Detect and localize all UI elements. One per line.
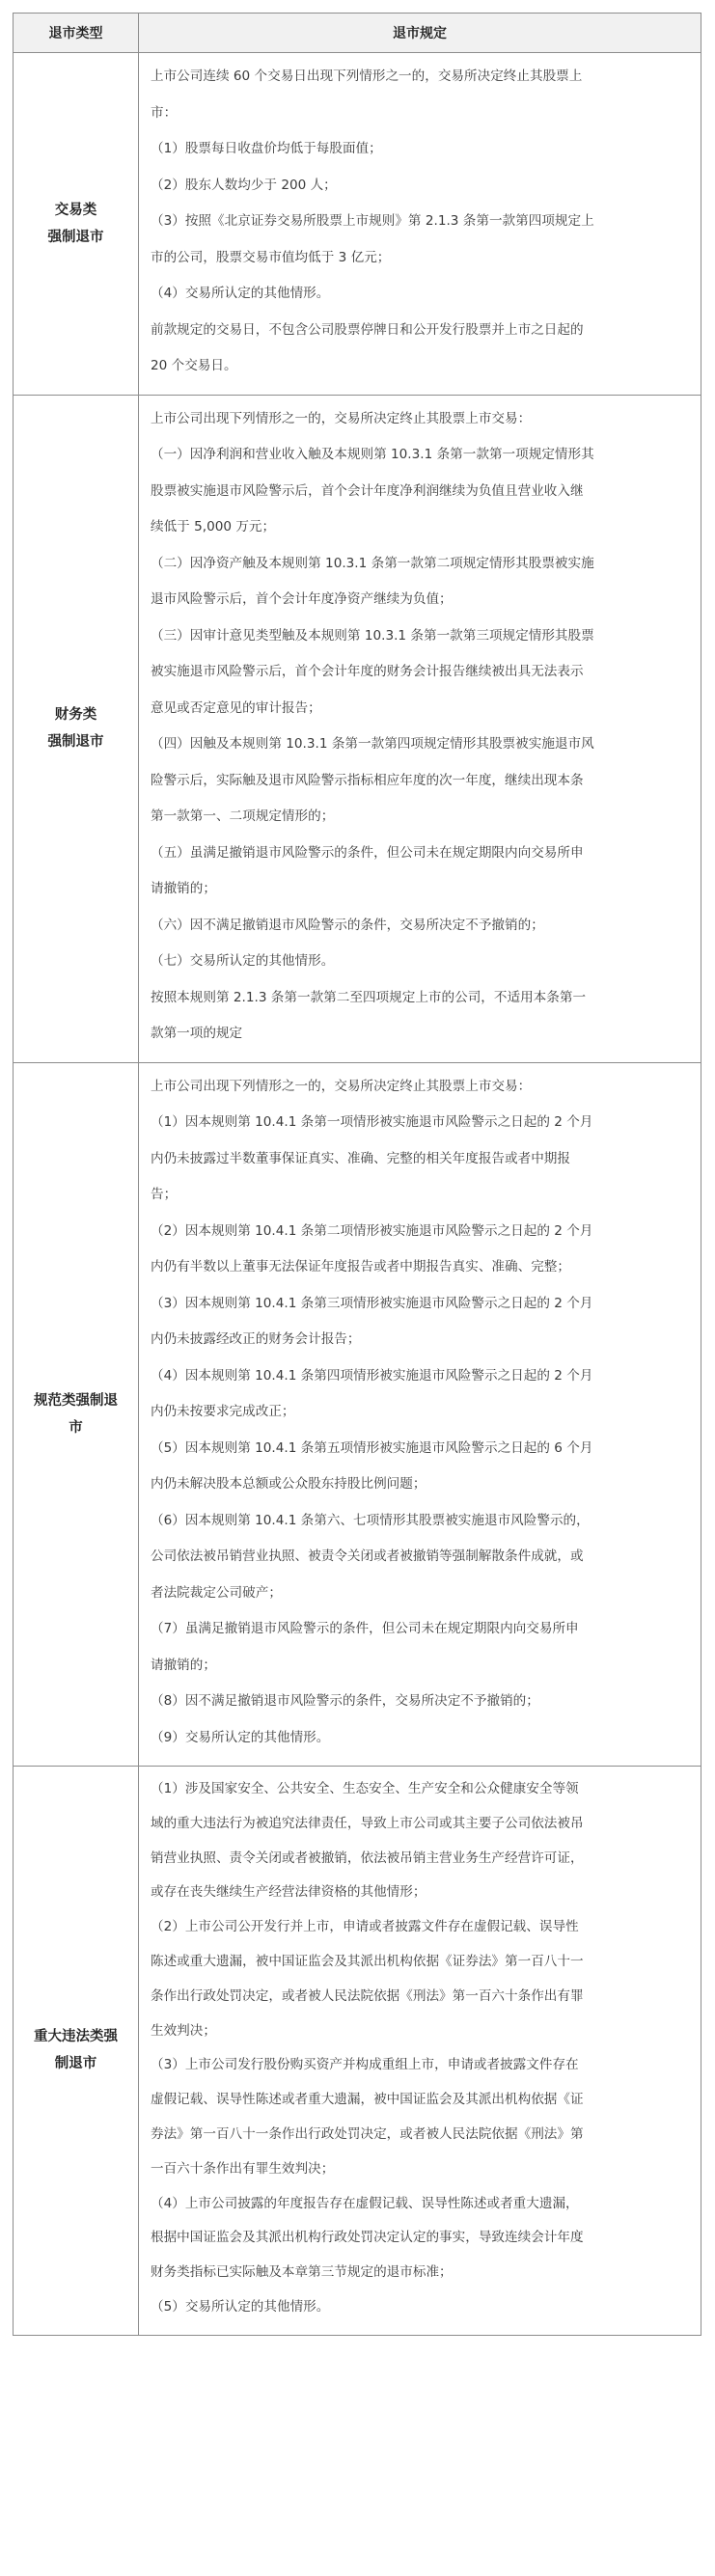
rule-line: 内仍有半数以上董事无法保证年度报告或者中期报告真实、准确、完整； bbox=[151, 1259, 570, 1274]
rule-line: 内仍未解决股本总额或公众股东持股比例问题； bbox=[151, 1476, 426, 1492]
type-label-line: 强制退市 bbox=[47, 734, 104, 750]
rule-line: （一）因净利润和营业收入触及本规则第 10.3.1 条第一款第一项规定情形其 bbox=[151, 447, 594, 462]
rule-line: 或存在丧失继续生产经营法律资格的其他情形； bbox=[151, 1884, 426, 1901]
header-delisting-rules: 退市规定 bbox=[139, 14, 701, 53]
rule-line: （4）因本规则第 10.4.1 条第四项情形被实施退市风险警示之日起的 2 个月 bbox=[151, 1367, 593, 1384]
rule-line: 告； bbox=[151, 1187, 178, 1202]
rule-line: 财务类指标已实际触及本章第三节规定的退市标准； bbox=[151, 2264, 453, 2281]
rules-cell bbox=[139, 395, 701, 1062]
header-delisting-type: 退市类型 bbox=[14, 14, 139, 53]
rule-line: 生效判决； bbox=[151, 2022, 216, 2039]
rule-line: 续低于 5,000 万元； bbox=[151, 519, 276, 534]
table-header-row bbox=[14, 14, 701, 53]
rule-line: 按照本规则第 2.1.3 条第一款第二至四项规定上市的公司，不适用本条第一 bbox=[151, 989, 587, 1005]
rule-line: （六）因不满足撤销退市风险警示的条件，交易所决定不予撤销的； bbox=[151, 917, 544, 933]
rule-line: （2）因本规则第 10.4.1 条第二项情形被实施退市风险警示之日起的 2 个月 bbox=[151, 1222, 593, 1239]
rule-line: （2）股东人数均少于 200 人； bbox=[151, 177, 337, 193]
rule-line: 内仍未披露经改正的财务会计报告； bbox=[151, 1331, 361, 1347]
rule-line: 上市公司出现下列情形之一的，交易所决定终止其股票上市交易： bbox=[151, 410, 532, 426]
rule-line: （五）虽满足撤销退市风险警示的条件，但公司未在规定期限内向交易所申 bbox=[151, 844, 584, 861]
table-row-regulatory-delisting bbox=[14, 1062, 701, 1767]
rule-line: （3）按照《北京证券交易所股票上市规则》第 2.1.3 条第一款第四项规定上 bbox=[151, 213, 594, 229]
rule-line: 销营业执照、责令关闭或者被撤销，依法被吊销主营业务生产经营许可证， bbox=[151, 1850, 584, 1866]
rule-line: （1）涉及国家安全、公共安全、生态安全、生产安全和公众健康安全等领 bbox=[151, 1781, 579, 1796]
rule-line: 意见或否定意见的审计报告； bbox=[151, 699, 321, 716]
rule-line: （4）交易所认定的其他情形。 bbox=[151, 286, 330, 301]
rule-line: 虚假记载、误导性陈述或者重大遗漏，被中国证监会及其派出机构依据《证 bbox=[151, 2092, 584, 2108]
rule-line: 根据中国证监会及其派出机构行政处罚决定认定的事实，导致连续会计年度 bbox=[151, 2230, 584, 2246]
rule-line: 内仍未按要求完成改正； bbox=[151, 1404, 295, 1419]
rule-line: 上市公司连续 60 个交易日出现下列情形之一的，交易所决定终止其股票上 bbox=[151, 69, 583, 84]
rule-line: 险警示后，实际触及退市风险警示指标相应年度的次一年度，继续出现本条 bbox=[151, 772, 584, 788]
rule-line: （七）交易所认定的其他情形。 bbox=[151, 953, 335, 969]
rule-line: 市的公司，股票交易市值均低于 3 亿元； bbox=[151, 249, 391, 265]
rule-line: （7）虽满足撤销退市风险警示的条件，但公司未在规定期限内向交易所申 bbox=[151, 1621, 579, 1636]
rule-line: （2）上市公司公开发行并上市，申请或者披露文件存在虚假记载、误导性 bbox=[151, 1919, 579, 1935]
delisting-type-cell bbox=[14, 1062, 139, 1767]
rule-line: 公司依法被吊销营业执照、被责令关闭或者被撤销等强制解散条件成就，或 bbox=[151, 1548, 584, 1564]
type-label-line: 重大违法类强 bbox=[34, 2029, 118, 2045]
rule-line: （6）因本规则第 10.4.1 条第六、七项情形其股票被实施退市风险警示的， bbox=[151, 1512, 590, 1528]
rule-line: 第一款第一、二项规定情形的； bbox=[151, 808, 335, 824]
rules-cell bbox=[139, 1062, 701, 1767]
rule-line: 款第一项的规定 bbox=[151, 1026, 243, 1041]
rule-line: 被实施退市风险警示后，首个会计年度的财务会计报告继续被出具无法表示 bbox=[151, 664, 584, 679]
type-label-line: 制退市 bbox=[54, 2056, 97, 2072]
rule-line: 股票被实施退市风险警示后，首个会计年度净利润继续为负值且营业收入继 bbox=[151, 482, 584, 499]
rule-line: （5）交易所认定的其他情形。 bbox=[151, 2298, 330, 2315]
rule-line: （三）因审计意见类型触及本规则第 10.3.1 条第一款第三项规定情形其股票 bbox=[151, 627, 594, 644]
rule-line: 券法》第一百八十一条作出行政处罚决定，或者被人民法院依据《刑法》第 bbox=[151, 2125, 584, 2142]
rule-line: 市： bbox=[151, 104, 178, 121]
delisting-type-cell bbox=[14, 1767, 139, 2336]
rules-cell bbox=[139, 1767, 701, 2336]
rule-line: 者法院裁定公司破产； bbox=[151, 1584, 282, 1601]
delisting-type-cell bbox=[14, 53, 139, 396]
rule-line: 内仍未披露过半数董事保证真实、准确、完整的相关年度报告或者中期报 bbox=[151, 1150, 570, 1166]
delisting-rules-table bbox=[13, 13, 701, 2336]
rule-line: 一百六十条作出有罪生效判决； bbox=[151, 2160, 335, 2177]
rule-line: 域的重大违法行为被追究法律责任，导致上市公司或其主要子公司依法被吊 bbox=[151, 1815, 584, 1831]
rule-line: （3）上市公司发行股份购买资产并构成重组上市，申请或者披露文件存在 bbox=[151, 2057, 579, 2073]
rule-line: 请撤销的； bbox=[151, 1657, 216, 1673]
table-row-trading-delisting bbox=[14, 53, 701, 396]
rule-line: （5）因本规则第 10.4.1 条第五项情形被实施退市风险警示之日起的 6 个月 bbox=[151, 1439, 593, 1456]
table-row-major-violation-delisting bbox=[14, 1767, 701, 2336]
rule-line: 上市公司出现下列情形之一的，交易所决定终止其股票上市交易： bbox=[151, 1078, 532, 1094]
rule-line: 退市风险警示后，首个会计年度净资产继续为负值； bbox=[151, 591, 453, 607]
type-label-line: 财务类 bbox=[54, 707, 97, 723]
rule-line: （1）股票每日收盘价均低于每股面值； bbox=[151, 141, 382, 156]
rule-line: （四）因触及本规则第 10.3.1 条第一款第四项规定情形其股票被实施退市风 bbox=[151, 736, 594, 752]
type-label-line: 市 bbox=[69, 1419, 83, 1436]
rule-line: （9）交易所认定的其他情形。 bbox=[151, 1729, 330, 1745]
rule-line: （8）因不满足撤销退市风险警示的条件，交易所决定不予撤销的； bbox=[151, 1693, 539, 1709]
type-label-line: 交易类 bbox=[54, 202, 97, 218]
rule-line: 条作出行政处罚决定，或者被人民法院依据《刑法》第一百六十条作出有罪 bbox=[151, 1987, 584, 2004]
rule-line: 前款规定的交易日，不包含公司股票停牌日和公开发行股票并上市之日起的 bbox=[151, 321, 584, 338]
type-label-line: 强制退市 bbox=[47, 229, 104, 245]
rule-line: 请撤销的； bbox=[151, 881, 216, 896]
rule-line: （二）因净资产触及本规则第 10.3.1 条第一款第二项规定情形其股票被实施 bbox=[151, 555, 594, 571]
rule-line: （3）因本规则第 10.4.1 条第三项情形被实施退市风险警示之日起的 2 个月 bbox=[151, 1295, 593, 1311]
type-label-line: 规范类强制退 bbox=[34, 1392, 118, 1409]
table-row-financial-delisting bbox=[14, 395, 701, 1062]
rule-line: 20 个交易日。 bbox=[151, 358, 237, 373]
rule-line: 陈述或重大遗漏，被中国证监会及其派出机构依据《证券法》第一百八十一 bbox=[151, 1953, 584, 1969]
delisting-type-cell bbox=[14, 395, 139, 1062]
rule-line: （4）上市公司披露的年度报告存在虚假记载、误导性陈述或者重大遗漏， bbox=[151, 2195, 579, 2211]
rule-line: （1）因本规则第 10.4.1 条第一项情形被实施退市风险警示之日起的 2 个月 bbox=[151, 1114, 593, 1130]
rules-cell bbox=[139, 53, 701, 396]
